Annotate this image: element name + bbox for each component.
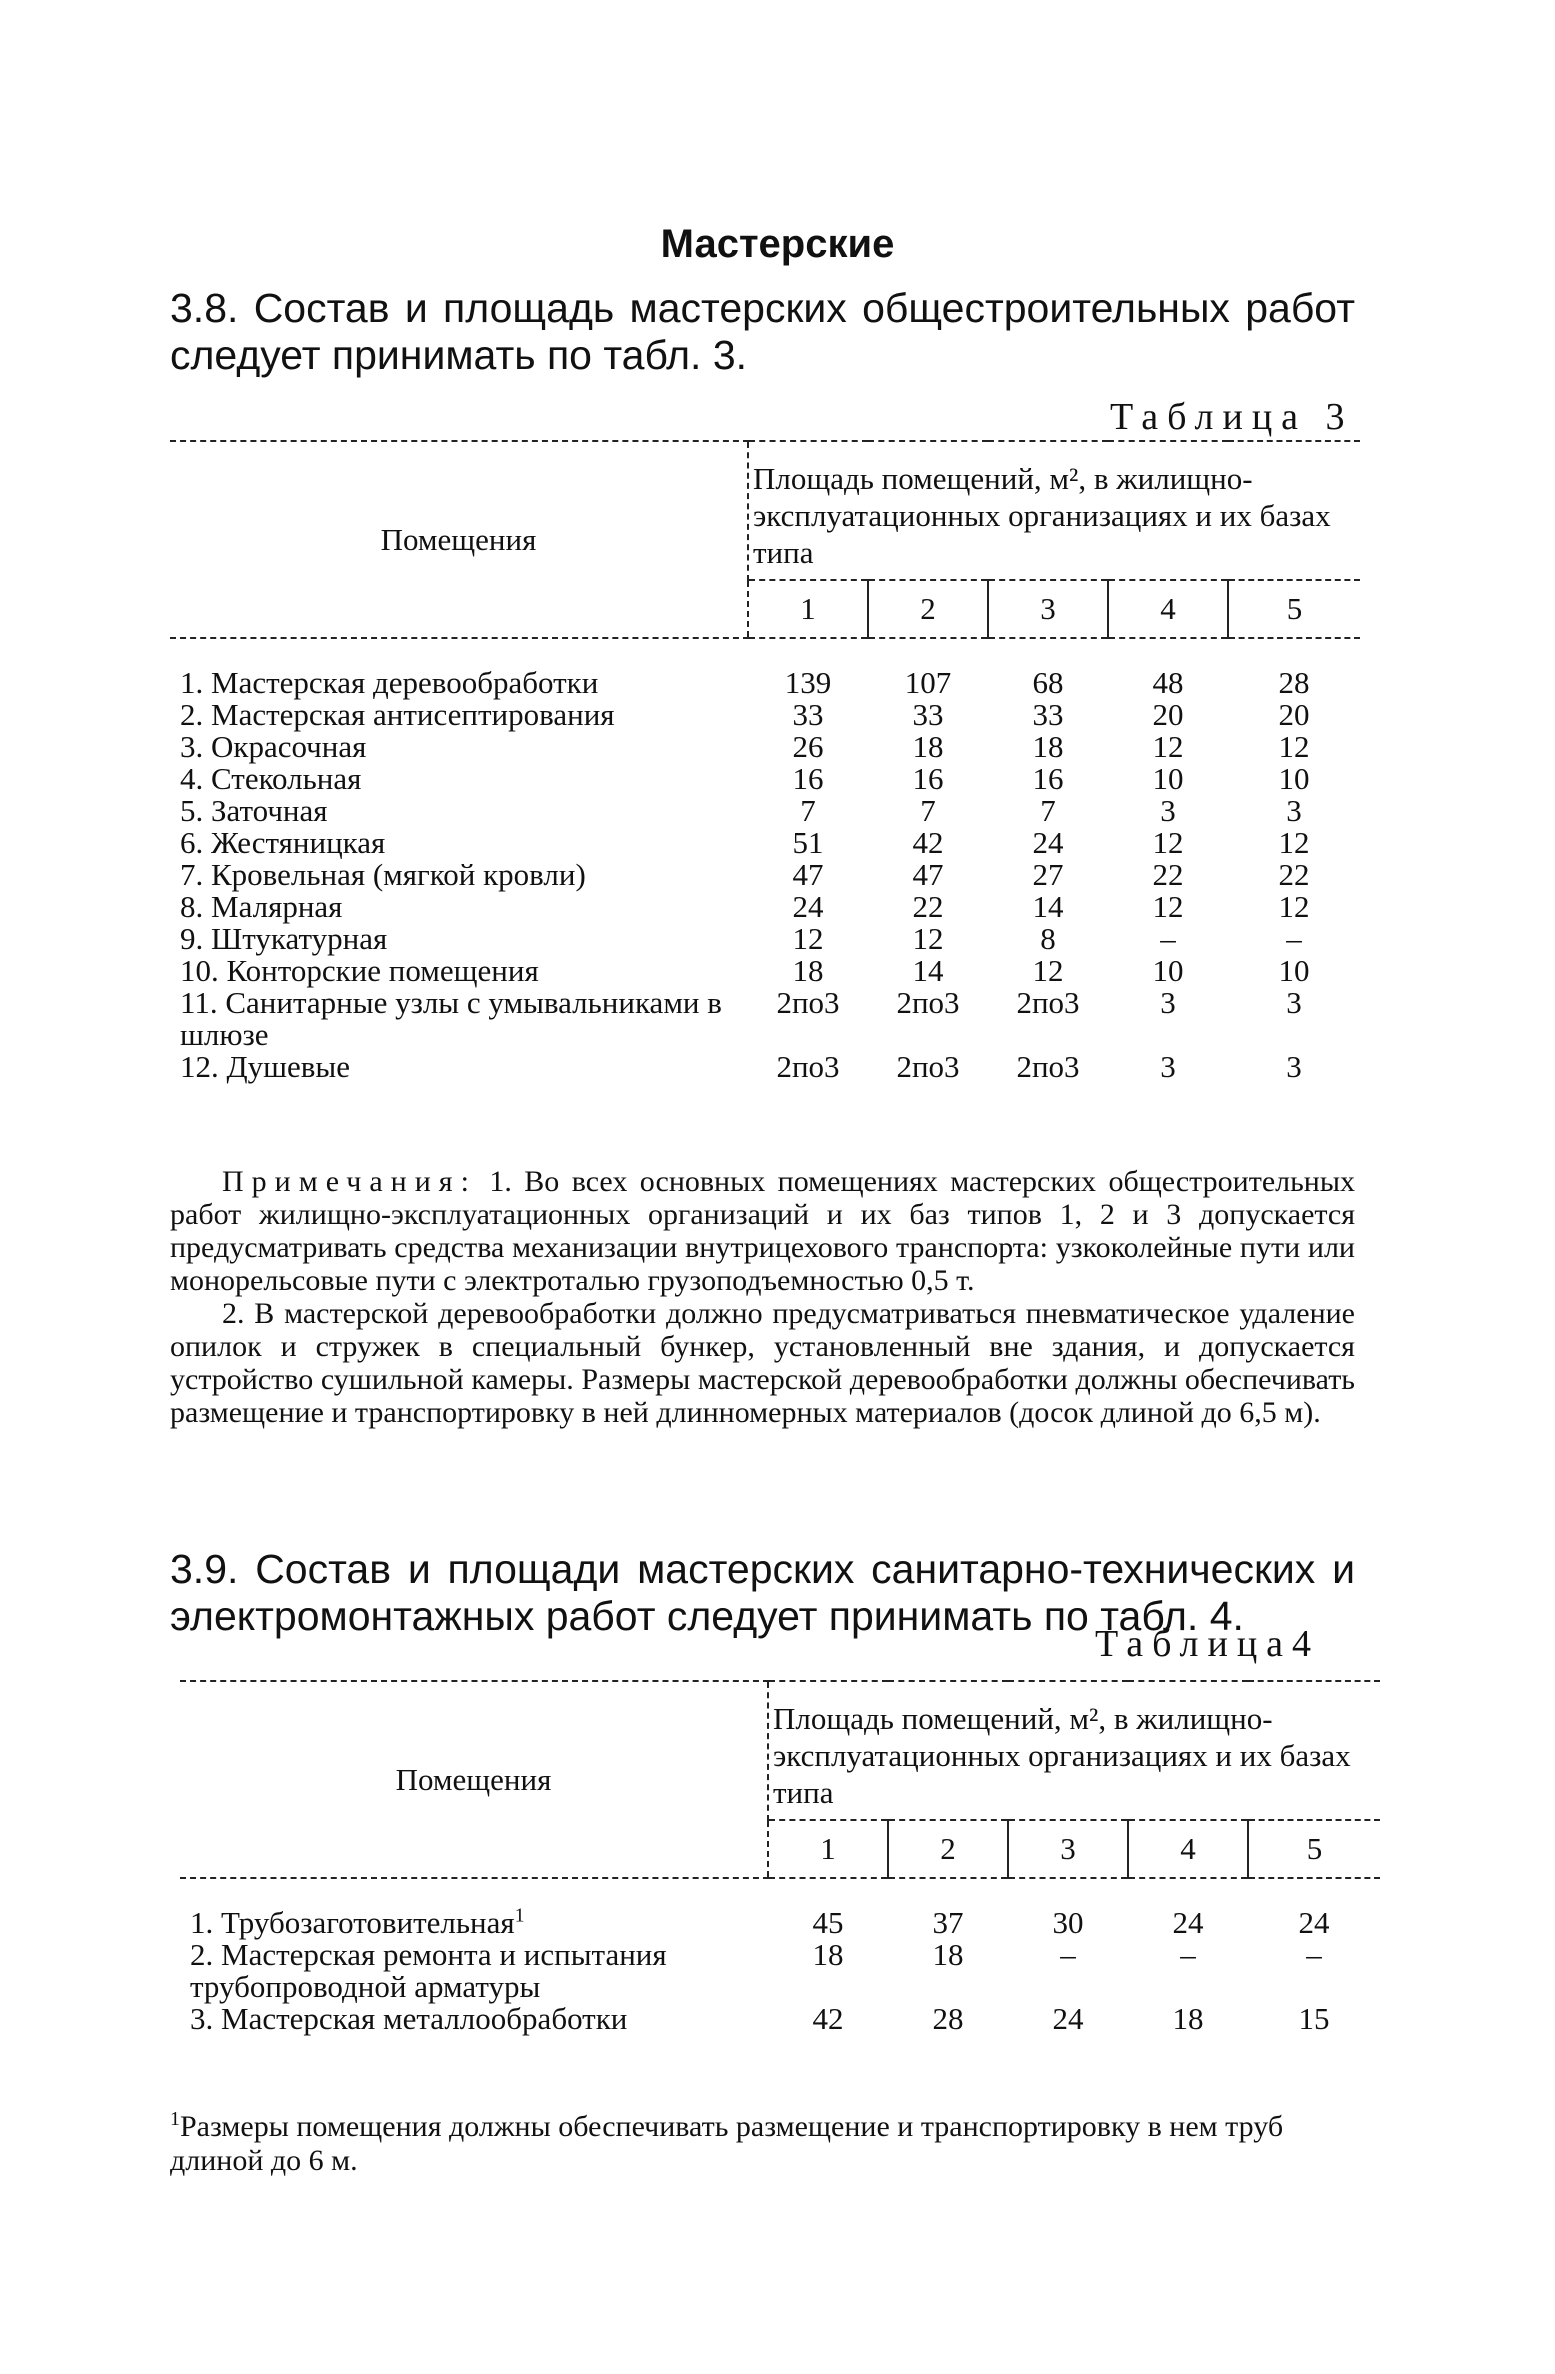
table-row bbox=[170, 1051, 1360, 1083]
section-heading: Мастерские bbox=[660, 222, 895, 266]
table-row bbox=[180, 1907, 1380, 1939]
cell-type-3: – bbox=[1060, 1937, 1076, 1972]
cell-type-3: 7 bbox=[1040, 793, 1056, 828]
cell-type-1: 16 bbox=[792, 761, 824, 796]
cell-type-2: 12 bbox=[912, 921, 944, 956]
row-label: 4. Стекольная bbox=[180, 761, 362, 796]
table-row bbox=[170, 763, 1360, 795]
footnote-text: Размеры помещения должны обеспечивать размещение и транспортировку в нем труб длиной до 6 м. bbox=[170, 2110, 1284, 2177]
cell-type-2: 37 bbox=[932, 1905, 964, 1940]
cell-type-4: 3 bbox=[1160, 793, 1176, 828]
cell-type-2: 16 bbox=[912, 761, 944, 796]
cell-type-2: 18 bbox=[912, 729, 944, 764]
table4-type-4: 4 bbox=[1128, 1820, 1248, 1878]
row-label: 2. Мастерская антисептирования bbox=[180, 697, 615, 732]
cell-type-1: 2по3 bbox=[776, 1049, 840, 1084]
cell-type-2: 33 bbox=[912, 697, 944, 732]
cell-type-3: 24 bbox=[1052, 2001, 1084, 2036]
cell-type-5: 20 bbox=[1278, 697, 1310, 732]
cell-type-3: 27 bbox=[1032, 857, 1064, 892]
cell-type-3: 2по3 bbox=[1016, 1049, 1080, 1084]
cell-type-5: 28 bbox=[1278, 665, 1310, 700]
cell-type-4: 20 bbox=[1152, 697, 1184, 732]
cell-type-4: 10 bbox=[1152, 953, 1184, 988]
row-label: 7. Кровельная (мягкой кровли) bbox=[180, 857, 586, 892]
cell-type-1: 24 bbox=[792, 889, 824, 924]
table3-header-rooms: Помещения bbox=[170, 441, 748, 638]
table4-label: Таблица4 bbox=[1095, 1623, 1321, 1665]
cell-type-4: 18 bbox=[1172, 2001, 1204, 2036]
row-label: 3. Окрасочная bbox=[180, 729, 367, 764]
table-row bbox=[170, 827, 1360, 859]
row-label: 9. Штукатурная bbox=[180, 921, 388, 956]
cell-type-1: 139 bbox=[784, 665, 832, 700]
paragraph-3-8: 3.8. Состав и площадь мастерских общестроительных работ следует принимать по табл. 3. bbox=[170, 285, 1355, 378]
cell-type-2: 2по3 bbox=[896, 1049, 960, 1084]
paragraph-3-9: 3.9. Состав и площади мастерских санитарно-технических и электромонтажных работ следует принимать по табл. 4. bbox=[170, 1546, 1355, 1639]
cell-type-1: 47 bbox=[792, 857, 824, 892]
table-row bbox=[170, 987, 1360, 1051]
cell-type-2: 2по3 bbox=[896, 985, 960, 1020]
cell-type-1: 45 bbox=[812, 1905, 844, 1940]
table-4 bbox=[180, 1680, 1380, 2035]
cell-type-4: 22 bbox=[1152, 857, 1184, 892]
cell-type-1: 18 bbox=[792, 953, 824, 988]
cell-type-5: 12 bbox=[1278, 825, 1310, 860]
table4-spacer bbox=[180, 1878, 1380, 1907]
table3-body bbox=[170, 667, 1360, 1083]
cell-type-1: 26 bbox=[792, 729, 824, 764]
table4-type-2: 2 bbox=[888, 1820, 1008, 1878]
table3-type-3: 3 bbox=[988, 580, 1108, 638]
cell-type-4: 3 bbox=[1160, 1049, 1176, 1084]
table3-type-5: 5 bbox=[1228, 580, 1360, 638]
table-row bbox=[170, 795, 1360, 827]
cell-type-3: 18 bbox=[1032, 729, 1064, 764]
cell-type-3: 33 bbox=[1032, 697, 1064, 732]
cell-type-5: 12 bbox=[1278, 889, 1310, 924]
cell-type-3: 24 bbox=[1032, 825, 1064, 860]
table-row bbox=[170, 859, 1360, 891]
cell-type-3: 30 bbox=[1052, 1905, 1084, 1940]
note-1: 1. Во всех основных помещениях мастерских общестроительных работ жилищно-эксплуатационных организаций и их баз типов 1, 2 и 3 допускается предусматривать средства механизации внутрицехового транспорта: узкоколейные пути или монорельсовые пути с электроталью грузоподъемностью 0,5 т. bbox=[170, 1165, 1356, 1297]
cell-type-3: 68 bbox=[1032, 665, 1064, 700]
table4-header-rooms: Помещения bbox=[180, 1681, 768, 1878]
table-row bbox=[170, 667, 1360, 699]
cell-type-4: – bbox=[1160, 921, 1176, 956]
cell-type-4: – bbox=[1180, 1937, 1196, 1972]
table-3 bbox=[170, 440, 1360, 1083]
cell-type-1: 51 bbox=[792, 825, 824, 860]
cell-type-1: 18 bbox=[812, 1937, 844, 1972]
cell-type-2: 42 bbox=[912, 825, 944, 860]
cell-type-2: 107 bbox=[904, 665, 952, 700]
cell-type-1: 33 bbox=[792, 697, 824, 732]
table-row bbox=[180, 1939, 1380, 2003]
footnote-mark: 1 bbox=[170, 2108, 180, 2130]
table3-spacer bbox=[170, 638, 1360, 667]
cell-type-1: 7 bbox=[800, 793, 816, 828]
row-label: 1. Трубозаготовительная$^1$ bbox=[190, 1904, 525, 1940]
table-row bbox=[170, 891, 1360, 923]
table3-type-2: 2 bbox=[868, 580, 988, 638]
table4-type-3: 3 bbox=[1008, 1820, 1128, 1878]
cell-type-2: 18 bbox=[932, 1937, 964, 1972]
table-row bbox=[170, 699, 1360, 731]
cell-type-2: 14 bbox=[912, 953, 944, 988]
cell-type-1: 12 bbox=[792, 921, 824, 956]
row-label: 5. Заточная bbox=[180, 793, 328, 828]
cell-type-5: 3 bbox=[1286, 793, 1302, 828]
row-label: 1. Мастерская деревообработки bbox=[180, 665, 599, 700]
cell-type-3: 16 bbox=[1032, 761, 1064, 796]
footnote bbox=[170, 2110, 1355, 2178]
row-label: 3. Мастерская металлообработки bbox=[190, 2001, 628, 2036]
row-label: 6. Жестяницкая bbox=[180, 825, 386, 860]
cell-type-5: 24 bbox=[1298, 1905, 1330, 1940]
table-row bbox=[170, 923, 1360, 955]
cell-type-5: 10 bbox=[1278, 953, 1310, 988]
cell-type-3: 12 bbox=[1032, 953, 1064, 988]
cell-type-5: – bbox=[1306, 1937, 1322, 1972]
cell-type-3: 14 bbox=[1032, 889, 1064, 924]
table4-type-5: 5 bbox=[1248, 1820, 1380, 1878]
table3-type-4: 4 bbox=[1108, 580, 1228, 638]
cell-type-5: – bbox=[1286, 921, 1302, 956]
cell-type-4: 24 bbox=[1172, 1905, 1204, 1940]
cell-type-1: 2по3 bbox=[776, 985, 840, 1020]
cell-type-2: 28 bbox=[932, 2001, 964, 2036]
table-row bbox=[170, 731, 1360, 763]
table3-label: Таблица 3 bbox=[1110, 396, 1354, 438]
cell-type-5: 15 bbox=[1298, 2001, 1330, 2036]
table4-type-1: 1 bbox=[768, 1820, 888, 1878]
cell-type-4: 12 bbox=[1152, 889, 1184, 924]
table3-header-area: Площадь помещений, м², в жилищно-эксплуатационных организациях и их базах типа bbox=[748, 441, 1360, 580]
cell-type-4: 3 bbox=[1160, 985, 1176, 1020]
row-label: 8. Малярная bbox=[180, 889, 343, 924]
row-label: 12. Душевые bbox=[180, 1049, 351, 1084]
cell-type-4: 12 bbox=[1152, 729, 1184, 764]
table4-body bbox=[180, 1904, 1380, 2036]
table3-notes bbox=[170, 1165, 1355, 1429]
cell-type-2: 22 bbox=[912, 889, 944, 924]
row-label: 2. Мастерская ремонта и испытания трубопроводной арматуры bbox=[190, 1937, 667, 2004]
note-2: 2. В мастерской деревообработки должно предусматриваться пневматическое удаление опилок и стружек в специальный бункер, установленный вне здания, и допускается устройство сушильной камеры. Размеры мастерской деревообработки должны обеспечивать размещение и транспортировку в ней длинномерных материалов (досок длиной до 6,5 м). bbox=[170, 1297, 1355, 1429]
table4-header-area: Площадь помещений, м², в жилищно-эксплуатационных организациях и их базах типа bbox=[768, 1681, 1380, 1820]
cell-type-5: 12 bbox=[1278, 729, 1310, 764]
table-row bbox=[180, 2003, 1380, 2035]
cell-type-5: 22 bbox=[1278, 857, 1310, 892]
row-label: 10. Конторские помещения bbox=[180, 953, 539, 988]
cell-type-2: 47 bbox=[912, 857, 944, 892]
notes-label: Примечания: bbox=[222, 1165, 477, 1198]
cell-type-5: 10 bbox=[1278, 761, 1310, 796]
row-label: 11. Санитарные узлы с умывальниками в шлюзе bbox=[180, 985, 722, 1052]
cell-type-5: 3 bbox=[1286, 1049, 1302, 1084]
cell-type-3: 2по3 bbox=[1016, 985, 1080, 1020]
table-row bbox=[170, 955, 1360, 987]
cell-type-1: 42 bbox=[812, 2001, 844, 2036]
table3-type-1: 1 bbox=[748, 580, 868, 638]
cell-type-4: 12 bbox=[1152, 825, 1184, 860]
footnote-ref: 1 bbox=[514, 1904, 525, 1927]
cell-type-4: 48 bbox=[1152, 665, 1184, 700]
cell-type-5: 3 bbox=[1286, 985, 1302, 1020]
cell-type-2: 7 bbox=[920, 793, 936, 828]
cell-type-4: 10 bbox=[1152, 761, 1184, 796]
cell-type-3: 8 bbox=[1040, 921, 1056, 956]
